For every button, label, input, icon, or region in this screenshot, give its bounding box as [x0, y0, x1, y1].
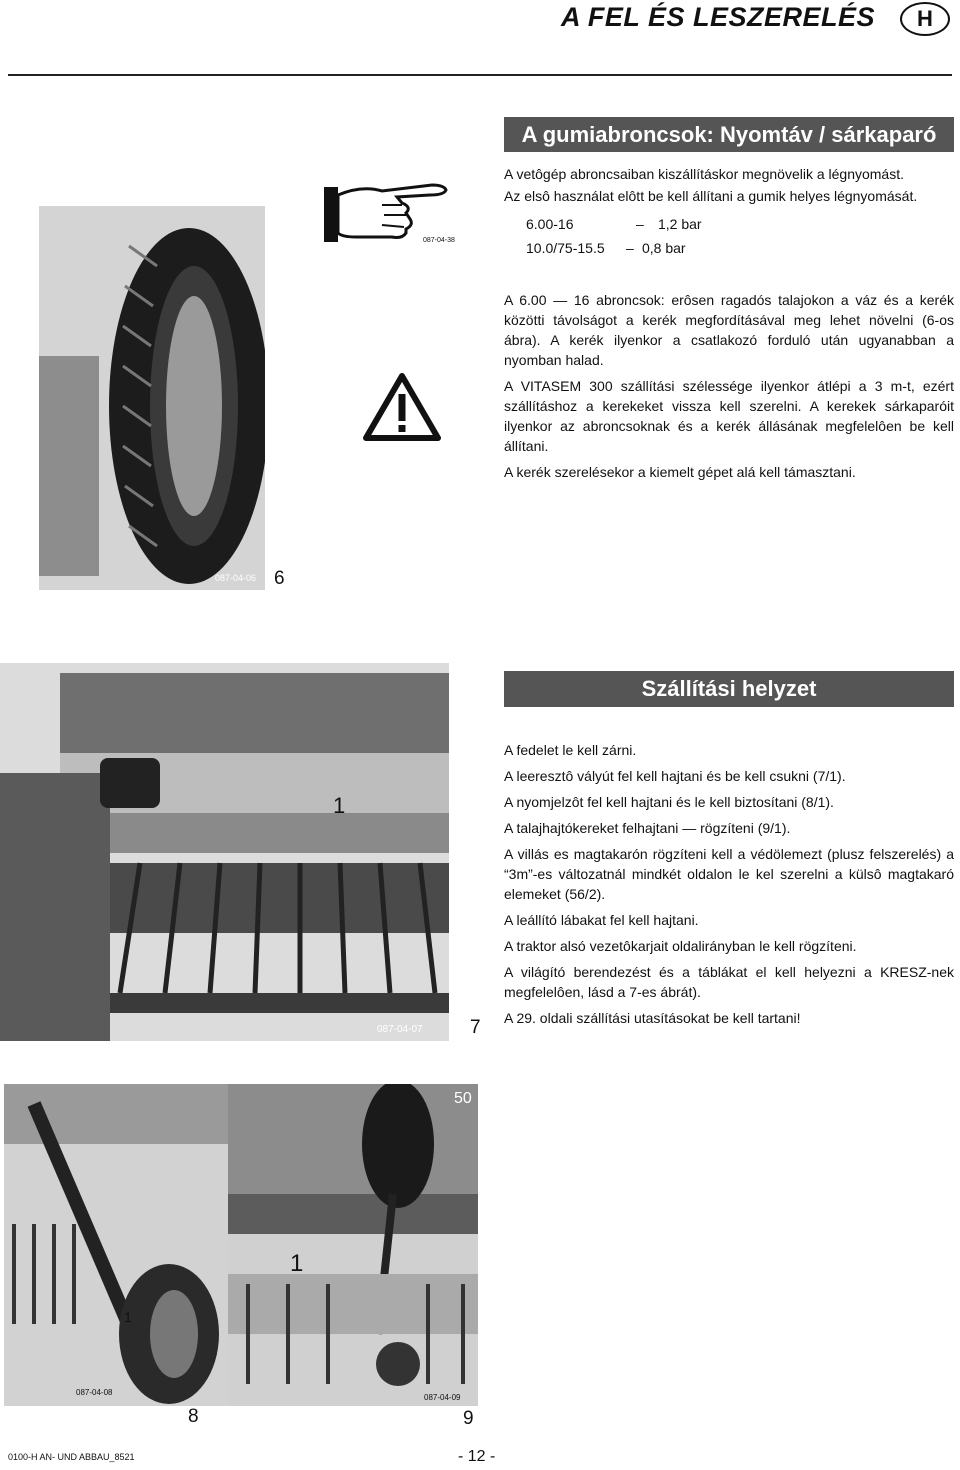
paragraph: A traktor alsó vezetôkarjait oldalirányban le kell rögzíteni. [504, 938, 857, 954]
paragraph: A villás es magtakarón rögzíteni kell a védölemezt (plusz felszerelés) a “3m”-es változatnál mindkét oldalon le kel szerelni a külsô magtakaró elemeket (56/2). [504, 846, 954, 902]
warning-icon [362, 372, 442, 442]
section-transport-title: Szállítási helyzet [504, 671, 954, 707]
pressure-size: 10.0/75-15.5 [526, 240, 605, 256]
pressure-value: 1,2 bar [658, 216, 702, 232]
section-tires-title: A gumiabroncsok: Nyomtáv / sárkaparó [504, 117, 954, 152]
figure-9-callout: 1 [290, 1250, 304, 1277]
pressure-size: 6.00-16 [526, 216, 574, 232]
figure-8-callout: 1 [124, 1309, 132, 1325]
figure-7-code: 087-04-07 [377, 1024, 423, 1035]
pressure-row [526, 240, 686, 256]
figure-6-photo [39, 206, 265, 590]
figure-9-photo [228, 1084, 478, 1406]
paragraph: A leállító lábakat fel kell hajtani. [504, 912, 699, 928]
paragraph: A 6.00 — 16 abroncsok: erôsen ragadós talajokon a váz és a kerék közötti távolságot a kerék megfordításával meg lehet növelni (6-os ábra). A kerék ilyenkor a csatlakozó forduló után ugyanabban a nyomban halad. [504, 292, 954, 368]
figure-9-number: 9 [463, 1408, 474, 1429]
figure-8-code: 087-04-08 [76, 1388, 113, 1397]
pressure-dash: – [636, 216, 644, 232]
paragraph: A világító berendezést és a táblákat el kell helyezni a KRESZ-nek megfelelôen, lásd a 7-es ábrát). [504, 964, 954, 1000]
language-badge: H [900, 2, 950, 36]
paragraph: A talajhajtókereket felhajtani — rögzíteni (9/1). [504, 820, 791, 836]
figure-9-sign: 50 [454, 1090, 472, 1107]
pressure-value: 0,8 bar [642, 240, 686, 256]
pressure-dash: – [626, 240, 634, 256]
page-title: A FEL ÉS LESZERELÉS [560, 2, 875, 32]
section-tires-body [504, 290, 954, 488]
footer-doc-id: 0100-H AN- UND ABBAU_8521 [8, 1452, 135, 1462]
paragraph: A VITASEM 300 szállítási szélessége ilyenkor átlépi a 3 m-t, ezért szállításhoz a kerekeket vissza kell szerelni. A kerekek sárkaparóit ilyenkor az abroncsoknak és a kerék állásának megfelelôen be kell állítani. [504, 378, 954, 454]
paragraph: A kerék szerelésekor a kiemelt gépet alá kell támasztani. [504, 464, 856, 480]
footer-page-number: - 12 - [458, 1448, 496, 1465]
figure-6-number: 6 [274, 568, 285, 589]
figure-8-number: 8 [188, 1406, 199, 1427]
pressure-row [526, 216, 702, 232]
figure-8-photo [4, 1084, 228, 1406]
section-tires-intro [504, 164, 954, 206]
paragraph: A nyomjelzôt fel kell hajtani és le kell biztosítani (8/1). [504, 794, 834, 810]
paragraph: A leeresztô vályút fel kell hajtani és be kell csukni (7/1). [504, 768, 846, 784]
section-transport-body [504, 740, 954, 1034]
figure-7-number: 7 [470, 1017, 481, 1038]
hand-image-code: 087-04-38 [423, 237, 455, 244]
figure-6-code: 087-04-06 [215, 573, 257, 583]
figure-7-callout: 1 [333, 793, 346, 818]
intro-line-1: A vetôgép abroncsaiban kiszállításkor megnövelik a légnyomást. [504, 166, 904, 182]
figure-7-photo [0, 663, 449, 1041]
header-divider [8, 74, 952, 76]
paragraph: A fedelet le kell zárni. [504, 742, 637, 758]
figure-9-code: 087-04-09 [424, 1393, 461, 1402]
paragraph: A 29. oldali szállítási utasításokat be kell tartani! [504, 1010, 801, 1026]
intro-line-2: Az elsô használat elôtt be kell állítani a gumik helyes légnyomását. [504, 188, 918, 204]
